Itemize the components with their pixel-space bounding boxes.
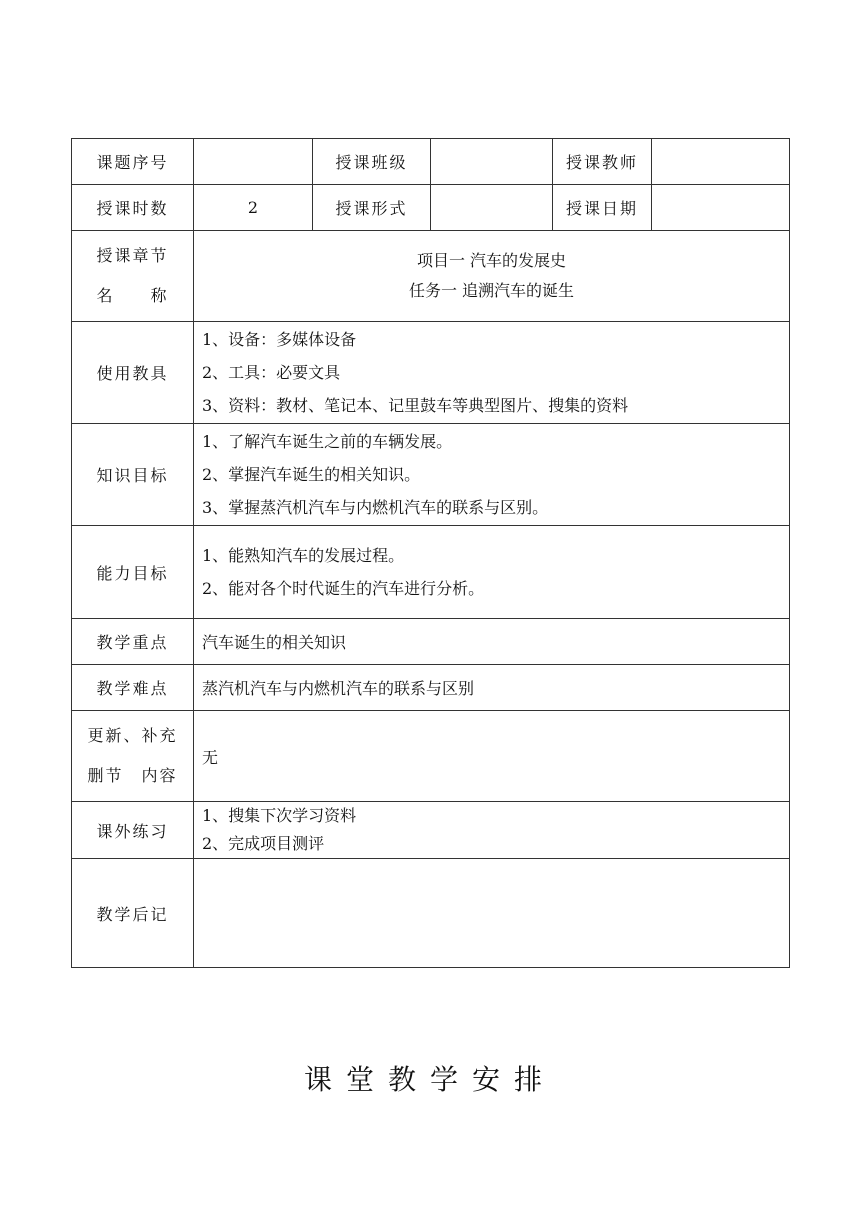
chapter-label-line1: 授课章节 [96,246,169,265]
difficulty-value: 蒸汽机汽车与内燃机汽车的联系与区别 [194,665,790,711]
tools-item: 2、工具：必要文具 [202,363,341,382]
hours-value: 2 [194,185,313,231]
form-value [431,185,553,231]
lesson-plan-table [71,138,790,968]
tools-content [194,322,790,424]
homework-row [72,802,790,859]
ability-label: 能力目标 [72,526,194,619]
difficulty-row [72,665,790,711]
topic-no-label: 课题序号 [72,139,194,185]
reflection-label: 教学后记 [72,859,194,968]
chapter-row [72,231,790,322]
chapter-task: 任务一 追溯汽车的诞生 [408,281,575,300]
update-label-line2: 删节 内容 [87,766,178,785]
ability-item: 2、能对各个时代诞生的汽车进行分析。 [202,579,485,598]
chapter-label [72,231,194,322]
key-point-label: 教学重点 [72,619,194,665]
homework-label: 课外练习 [72,802,194,859]
homework-item: 1、搜集下次学习资料 [202,806,357,825]
class-label: 授课班级 [313,139,431,185]
ability-content [194,526,790,619]
update-row [72,711,790,802]
key-point-value: 汽车诞生的相关知识 [194,619,790,665]
date-value [652,185,790,231]
knowledge-row [72,424,790,526]
ability-item: 1、能熟知汽车的发展过程。 [202,546,405,565]
tools-label: 使用教具 [72,322,194,424]
hours-label: 授课时数 [72,185,194,231]
update-label [72,711,194,802]
header-row-2 [72,185,790,231]
knowledge-item: 1、了解汽车诞生之前的车辆发展。 [202,432,453,451]
chapter-project: 项目一 汽车的发展史 [416,251,567,270]
difficulty-label: 教学难点 [72,665,194,711]
update-label-line1: 更新、补充 [87,726,178,745]
ability-row [72,526,790,619]
homework-content [194,802,790,859]
teacher-label: 授课教师 [553,139,652,185]
tools-item: 3、资料：教材、笔记本、记里鼓车等典型图片、搜集的资料 [202,396,629,415]
knowledge-item: 2、掌握汽车诞生的相关知识。 [202,465,421,484]
topic-no-value [194,139,313,185]
knowledge-item: 3、掌握蒸汽机汽车与内燃机汽车的联系与区别。 [202,498,549,517]
header-row-1 [72,139,790,185]
tools-item: 1、设备：多媒体设备 [202,330,357,349]
reflection-value [194,859,790,968]
reflection-row [72,859,790,968]
homework-item: 2、完成项目测评 [202,834,325,853]
chapter-label-line2: 名 称 [96,286,169,305]
chapter-name [194,231,790,322]
teacher-value [652,139,790,185]
knowledge-content [194,424,790,526]
class-value [431,139,553,185]
form-label: 授课形式 [313,185,431,231]
knowledge-label: 知识目标 [72,424,194,526]
date-label: 授课日期 [553,185,652,231]
key-point-row [72,619,790,665]
section-title: 课堂教学安排 [303,1063,556,1096]
tools-row [72,322,790,424]
update-value: 无 [194,711,790,802]
